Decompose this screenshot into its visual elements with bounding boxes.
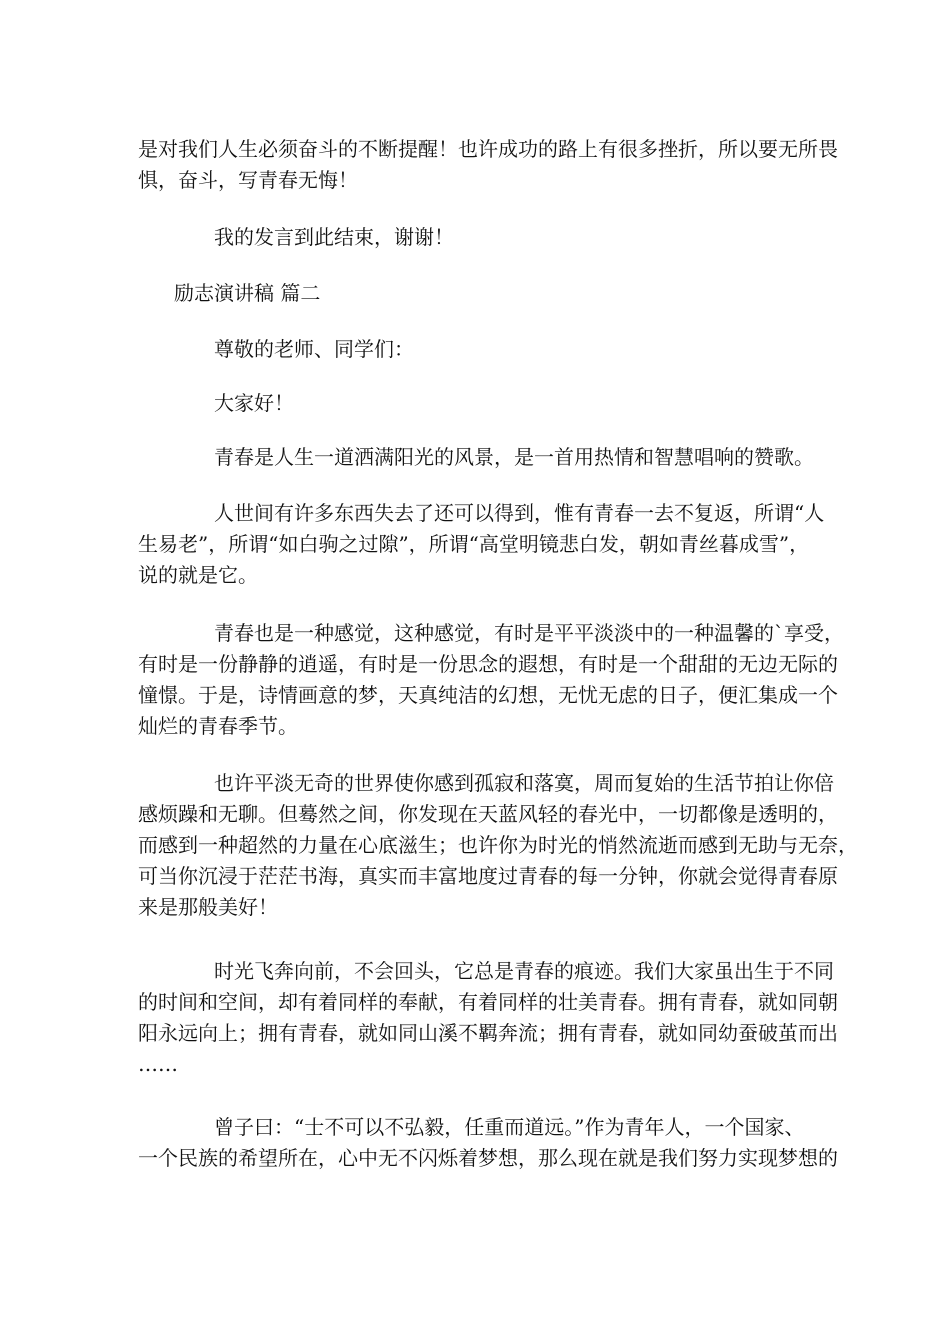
- paragraph-youth-gone: [138, 498, 825, 591]
- paragraph-line: 曾子曰：“士不可以不弘毅，任重而道远。”作为青年人，一个国家、: [214, 1115, 805, 1139]
- paragraph-line: 生易老”，所谓“如白驹之过隙”，所谓“高堂明镜悲白发，朝如青丝暮成雪”，: [138, 532, 810, 556]
- paragraph-line: 来是那般美好！: [138, 895, 278, 919]
- paragraph-ordinary-world: [138, 768, 858, 923]
- paragraph-greeting: [138, 334, 814, 365]
- paragraph-time-flies: [138, 956, 838, 1080]
- paragraph-line: 阳永远向上；拥有青春，就如同山溪不羁奔流；拥有青春，就如同幼蚕破茧而出: [138, 1021, 838, 1045]
- paragraph-line: 的时间和空间，却有着同样的奉献，有着同样的壮美青春。拥有青春，就如同朝: [138, 990, 838, 1014]
- paragraph-line: 是对我们人生必须奋斗的不断提醒！也许成功的路上有很多挫折，所以要无所畏: [138, 137, 838, 161]
- paragraph-line: 尊敬的老师、同学们：: [214, 337, 414, 361]
- paragraph-line: 时光飞奔向前，不会回头，它总是青春的痕迹。我们大家虽出生于不同: [214, 959, 834, 983]
- paragraph-line: 惧，奋斗，写青春无悔！: [138, 168, 358, 192]
- paragraph-closing: [138, 222, 814, 253]
- paragraph-youth-scenery: [138, 442, 814, 473]
- paragraph-continuation: [138, 134, 838, 196]
- paragraph-line: 一个民族的希望所在，心中无不闪烁着梦想，那么现在就是我们努力实现梦想的: [138, 1146, 838, 1170]
- paragraph-zengzi-quote: [138, 1112, 838, 1174]
- paragraph-line: 青春是人生一道洒满阳光的风景，是一首用热情和智慧唱响的赞歌。: [214, 445, 814, 469]
- paragraph-line: 有时是一份静静的逍遥，有时是一份思念的遐想，有时是一个甜甜的无边无际的: [138, 652, 838, 676]
- section-heading: 励志演讲稿 篇二: [174, 281, 321, 305]
- paragraph-line: 憧憬。于是，诗情画意的梦，天真纯洁的幻想，无忧无虑的日子，便汇集成一个: [138, 683, 838, 707]
- paragraph-line: 也许平淡无奇的世界使你感到孤寂和落寞，周而复始的生活节拍让你倍: [214, 771, 834, 795]
- paragraph-line: 青春也是一种感觉，这种感觉，有时是平平淡淡中的一种温馨的`享受，: [214, 621, 844, 645]
- paragraph-line: 说的就是它。: [138, 563, 258, 587]
- paragraph-line: 我的发言到此结束，谢谢！: [214, 225, 454, 249]
- paragraph-line: ……: [138, 1052, 178, 1076]
- paragraph-line: 可当你沉浸于茫茫书海，真实而丰富地度过青春的每一分钟，你就会觉得青春原: [138, 864, 838, 888]
- paragraph-youth-feeling: [138, 618, 844, 742]
- paragraph-line: 灿烂的青春季节。: [138, 714, 298, 738]
- paragraph-line: 而感到一种超然的力量在心底滋生；也许你为时光的悄然流逝而感到无助与无奈，: [138, 833, 858, 857]
- paragraph-line: 大家好！: [214, 391, 294, 415]
- paragraph-line: 感烦躁和无聊。但蓦然之间，你发现在天蓝风轻的春光中，一切都像是透明的，: [138, 802, 838, 826]
- paragraph-line: 人世间有许多东西失去了还可以得到，惟有青春一去不复返，所谓“人: [214, 501, 825, 525]
- paragraph-hello: [138, 388, 814, 419]
